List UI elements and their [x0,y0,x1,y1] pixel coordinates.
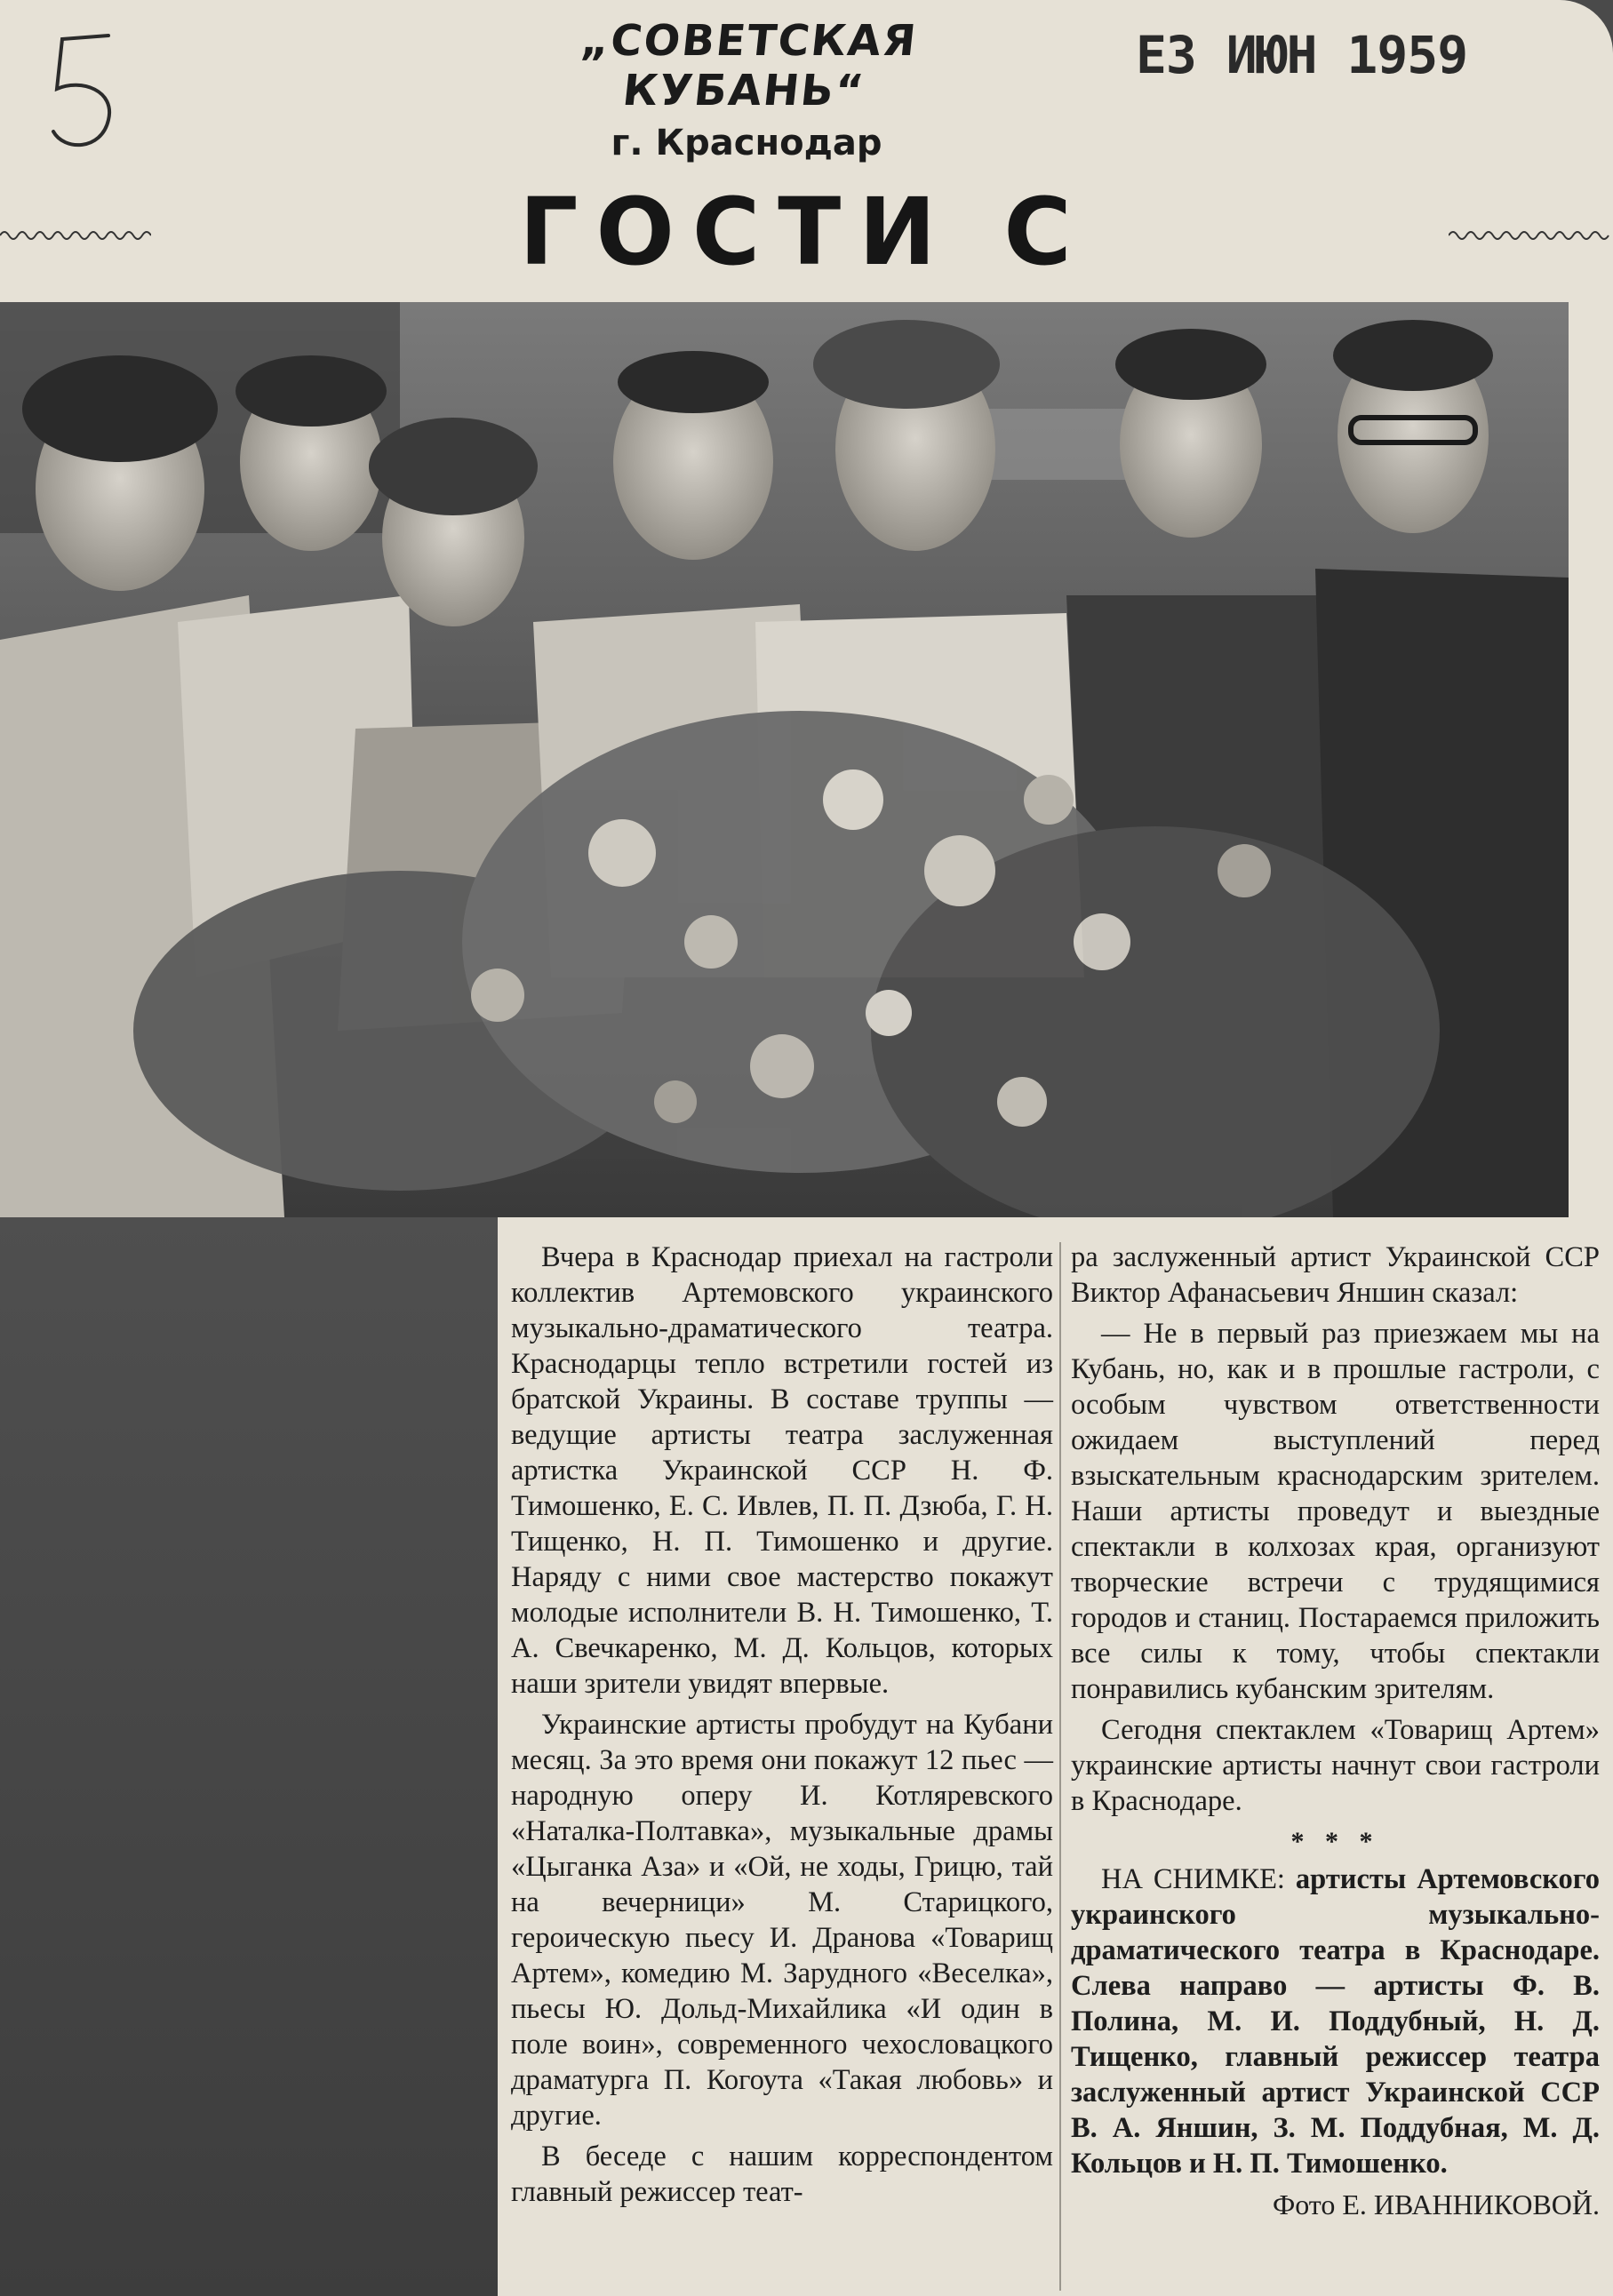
wavy-rule-icon [1449,227,1613,244]
article-column-right [1071,1240,1600,2222]
wavy-rule-icon [0,227,151,244]
article-headline: ГОСТИ С [519,178,1090,286]
caption-text: артисты Артемовского украинского музыкально-драматического театра в Краснодаре. Слева направо — артисты Ф. В. Полина, М. И. Поддубный, Н. Д. Тищенко, главный режиссер театра заслуженный артист Украинской ССР В. А. Яншин, З. М. Поддубная, М. Д. Кольцов и Н. П. Тимошенко. [1071,1863,1600,2180]
headline-row [0,178,1613,293]
newspaper-name: „СОВЕТСКАЯ КУБАНЬ“ [578,16,921,116]
photo-caption [1071,1862,1600,2181]
article-paragraph: — Не в первый раз приезжаем мы на Кубань, но, как и в прошлые гастроли, с особым чувством ответственности ожидаем выступлений перед взыскательным краснодарским зрителем. Наши артисты проведут и выездные спектакли в колхозах края, организуют творческие встречи с трудящимися городов и станиц. Постараемся приложить все силы к тому, чтобы спектакли понравились кубанским зрителям. [1071,1318,1600,1705]
caption-lead: НА СНИМКЕ: [1101,1863,1285,1895]
handwritten-mark-icon [46,27,126,160]
group-photo-icon [0,302,1569,1217]
article-paragraph: Украинские артисты пробудут на Кубани месяц. За это время они покажут 12 пьес — народную оперу И. Котляревского «Наталка-Полтавка», музыкальные драмы «Цыганка Аза» и «Ой, не ходы, Грицю, тай на вечерници» М. Старицкого, героическую пьесу И. Дранова «Товарищ Артем», комедию М. Зарудного «Веселка», пьесы Ю. Дольд-Михайлика «И один в поле воин», современного чехословацкого драматурга П. Когоута «Такая любовь» и другие. [511,1709,1053,2132]
date-stamp: Е3 ИЮН 1959 [1136,25,1468,85]
newspaper-city: г. Краснодар [611,123,882,163]
article-column-left [511,1240,1053,2215]
section-separator: * * * [1290,1827,1380,1856]
photo-credit: Фото Е. ИВАННИКОВОЙ. [1272,2188,1600,2220]
column-divider [1059,1242,1061,2291]
article-paragraph: В беседе с нашим корреспондентом главный режиссер теат- [511,2141,1053,2208]
newspaper-masthead [498,16,995,163]
article-paragraph: Вчера в Краснодар приехал на гастроли коллектив Артемовского украинского музыкально-драматического театра. Краснодарцы тепло встретили гостей из братской Украины. В составе труппы — ведущие артисты театра заслуженная артистка Украинской ССР Н. Ф. Тимошенко, Е. С. Ивлев, П. П. Дзюба, Г. Н. Тищенко, Н. П. Тимошенко и другие. Наряду с ними свое мастерство покажут молодые исполнители В. Н. Тимошенко, Т. А. Свечкаренко, М. Д. Кольцов, которых наши зрители увидят впервые. [511,1241,1053,1700]
article-photo [0,302,1569,1217]
article-paragraph: ра заслуженный артист Украинской ССР Виктор Афанасьевич Яншин сказал: [1071,1241,1600,1309]
background-board [0,1217,498,2296]
article-paragraph: Сегодня спектаклем «Товарищ Артем» украинские артисты начнут свои гастроли в Краснодаре. [1071,1714,1600,1817]
